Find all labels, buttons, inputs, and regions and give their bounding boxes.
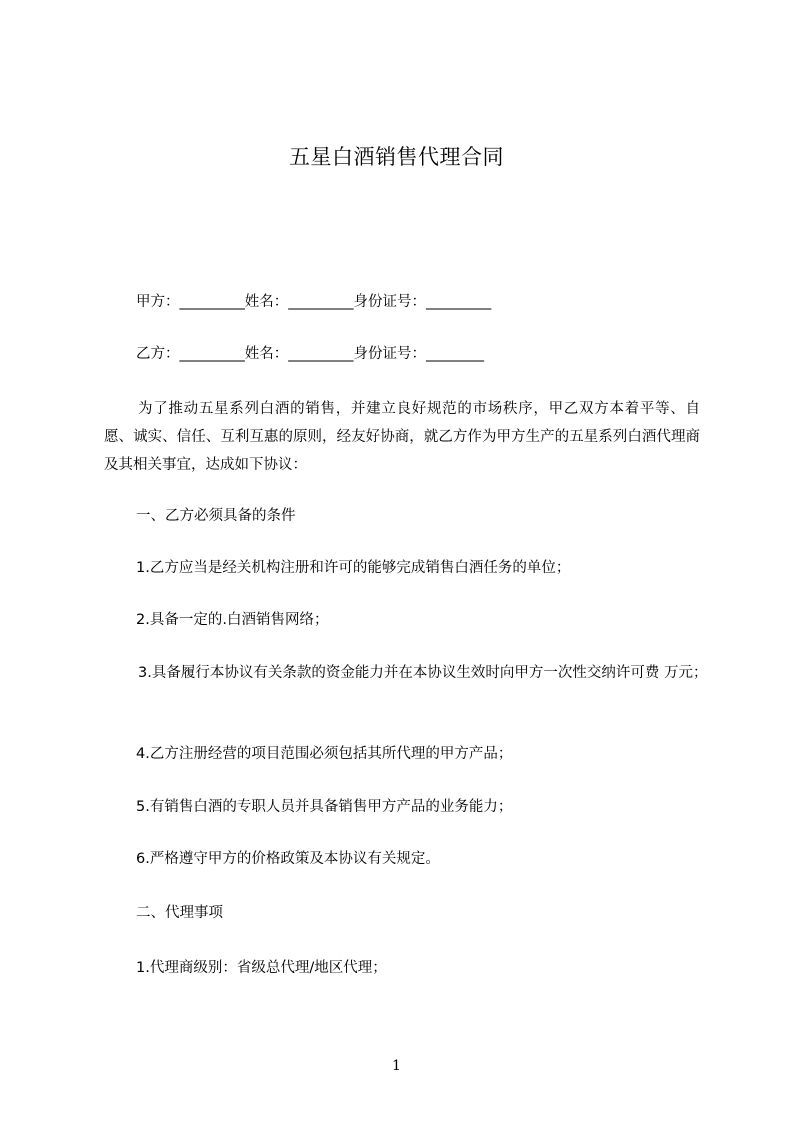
intro-paragraph: 为了推动五星系列白酒的销售，并建立良好规范的市场秩序，甲乙双方本着平等、自愿、诚实、信任、互利互惠的原则，经友好协商，就乙方作为甲方生产的五星系列白酒代理商及其相关事宜，达成如下协议： xyxy=(104,401,700,473)
section-1-item-5: 5.有销售白酒的专职人员并具备销售甲方产品的业务能力； xyxy=(136,799,513,815)
section-1-item-2: 2.具备一定的.白酒销售网络； xyxy=(136,612,329,628)
section-1-item-3: 3.具备履行本协议有关条款的资金能力并在本协议生效时向甲方一次性交纳许可费 万元； xyxy=(138,665,708,681)
section-1-item-1: 1.乙方应当是经关机构注册和许可的能够完成销售白酒任务的单位； xyxy=(136,560,571,576)
section-2-item-1: 1.代理商级别：省级总代理/地区代理； xyxy=(136,960,387,976)
party-a-line: 甲方：_________姓名：_________身份证号：_________ xyxy=(136,294,492,310)
section-1-item-6: 6.严格遵守甲方的价格政策及本协议有关规定。 xyxy=(136,851,440,867)
section-1-heading: 一、乙方必须具备的条件 xyxy=(136,508,296,524)
section-2-heading: 二、代理事项 xyxy=(136,905,223,921)
party-b-line: 乙方：_________姓名：_________身份证号：________ xyxy=(136,346,484,362)
section-1-item-4: 4.乙方注册经营的项目范围必须包括其所代理的甲方产品； xyxy=(136,746,513,762)
page-number: 1 xyxy=(392,1058,401,1074)
document-title: 五星白酒销售代理合同 xyxy=(289,145,504,169)
